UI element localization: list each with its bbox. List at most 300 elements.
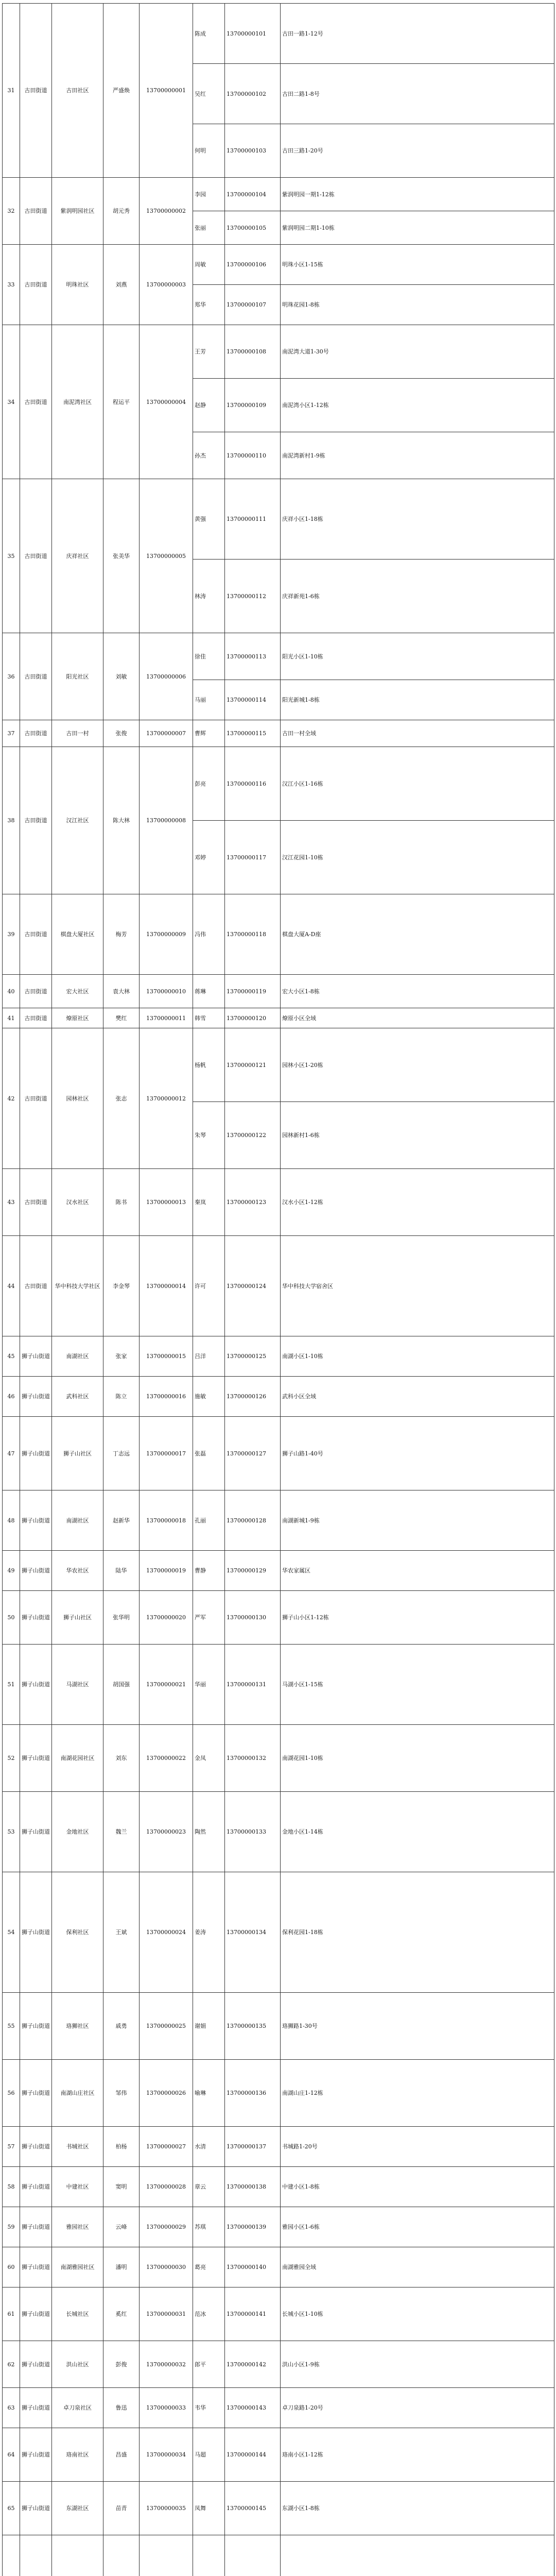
service-area-cell: 书城路1-20号	[281, 2127, 554, 2167]
grid-member-cell: 张丽	[193, 211, 225, 245]
secretary-phone-cell: 13700000006	[140, 633, 193, 720]
secretary-cell: 潘明	[103, 2247, 140, 2287]
group-number: 63	[3, 2388, 20, 2428]
secretary-phone-cell: 13700000023	[140, 1792, 193, 1872]
grid-member-cell: 范冰	[193, 2287, 225, 2341]
group-number: 56	[3, 2060, 20, 2127]
secretary-cell: 云峰	[103, 2207, 140, 2247]
secretary-cell: 张华明	[103, 1591, 140, 1645]
grid-member-cell: 许可	[193, 1236, 225, 1336]
service-area-cell: 南湖新城1-9栋	[281, 1490, 554, 1551]
street-cell: 古田街道	[20, 747, 52, 894]
grid-phone-cell: 13700000133	[225, 1792, 281, 1872]
grid-member-cell: 华丽	[193, 1645, 225, 1725]
table-row	[3, 2341, 554, 2388]
secretary-cell: 樊红	[103, 1008, 140, 1028]
community-cell: 洪山社区	[52, 2341, 103, 2388]
secretary-cell: 陈立	[103, 1377, 140, 1417]
secretary-phone-cell: 13700000002	[140, 178, 193, 245]
group-number: 47	[3, 1417, 20, 1490]
grid-phone-cell: 13700000110	[225, 432, 281, 479]
table-row	[3, 2287, 554, 2341]
secretary-phone-cell: 13700000011	[140, 1008, 193, 1028]
secretary-cell: 苗青	[103, 2482, 140, 2535]
street-cell: 古田街道	[20, 633, 52, 720]
community-cell: 南湖山庄社区	[52, 2060, 103, 2127]
secretary-phone-cell: 13700000030	[140, 2247, 193, 2287]
table-row	[3, 1591, 554, 1645]
community-cell: 宏大社区	[52, 975, 103, 1008]
community-cell: 珞南社区	[52, 2428, 103, 2482]
service-area-cell: 保利花园1-18栋	[281, 1872, 554, 1993]
secretary-cell: 魏兰	[103, 1792, 140, 1872]
grid-member-cell: 王芳	[193, 325, 225, 379]
grid-member-cell: 水清	[193, 2127, 225, 2167]
service-area-cell: 华中科技大学宿舍区	[281, 1236, 554, 1336]
grid-member-cell: 韩雪	[193, 1008, 225, 1028]
table-row	[3, 1028, 554, 1102]
table-row	[3, 2167, 554, 2207]
secretary-cell: 陆华	[103, 1551, 140, 1591]
table-row	[3, 1490, 554, 1551]
grid-member-cell: 陈成	[193, 4, 225, 64]
street-cell: 狮子山街道	[20, 1792, 52, 1872]
grid-phone-cell: 13700000103	[225, 124, 281, 178]
community-cell	[52, 2535, 103, 2576]
street-cell: 古田街道	[20, 1008, 52, 1028]
community-cell: 紫润明园社区	[52, 178, 103, 245]
grid-phone-cell: 13700000117	[225, 821, 281, 894]
grid-phone-cell: 13700000102	[225, 64, 281, 124]
secretary-phone-cell: 13700000031	[140, 2287, 193, 2341]
group-number: 33	[3, 245, 20, 325]
community-cell: 武科社区	[52, 1377, 103, 1417]
secretary-phone-cell: 13700000013	[140, 1169, 193, 1236]
grid-member-cell: 周敏	[193, 245, 225, 285]
service-area-cell: 棋盘大厦A-D座	[281, 894, 554, 975]
secretary-cell: 奚红	[103, 2287, 140, 2341]
grid-phone-cell: 13700000120	[225, 1008, 281, 1028]
table-row	[3, 633, 554, 680]
grid-phone-cell: 13700000145	[225, 2482, 281, 2535]
secretary-cell: 胡国强	[103, 1645, 140, 1725]
grid-member-cell: 曹辉	[193, 720, 225, 747]
service-area-cell: 雅园小区1-6栋	[281, 2207, 554, 2247]
group-number: 34	[3, 325, 20, 479]
street-cell: 古田街道	[20, 720, 52, 747]
table-row	[3, 245, 554, 285]
grid-member-cell: 邓婷	[193, 821, 225, 894]
community-cell: 卓刀泉社区	[52, 2388, 103, 2428]
service-area-cell: 金地小区1-14栋	[281, 1792, 554, 1872]
grid-phone-cell: 13700000140	[225, 2247, 281, 2287]
table-row	[3, 1725, 554, 1792]
group-number: 46	[3, 1377, 20, 1417]
street-cell: 狮子山街道	[20, 1872, 52, 1993]
secretary-phone-cell: 13700000029	[140, 2207, 193, 2247]
street-cell: 狮子山街道	[20, 2341, 52, 2388]
grid-phone-cell: 13700000114	[225, 680, 281, 720]
street-cell: 古田街道	[20, 4, 52, 178]
service-area-cell: 紫润明园一期1-12栋	[281, 178, 554, 211]
secretary-cell: 王斌	[103, 1872, 140, 1993]
community-cell: 雅园社区	[52, 2207, 103, 2247]
secretary-cell: 柏杨	[103, 2127, 140, 2167]
street-cell: 古田街道	[20, 894, 52, 975]
service-area-cell: 东湖小区1-8栋	[281, 2482, 554, 2535]
grid-member-cell: 苏琪	[193, 2207, 225, 2247]
table-row	[3, 2127, 554, 2167]
secretary-cell: 程运平	[103, 325, 140, 479]
community-cell: 狮子山社区	[52, 1591, 103, 1645]
group-number: 65	[3, 2482, 20, 2535]
service-area-cell: 中建小区1-8栋	[281, 2167, 554, 2207]
community-cell: 珞狮社区	[52, 1993, 103, 2060]
grid-phone-cell: 13700000135	[225, 1993, 281, 2060]
grid-phone-cell: 13700000112	[225, 560, 281, 633]
group-number: 58	[3, 2167, 20, 2207]
community-cell: 长城社区	[52, 2287, 103, 2341]
service-area-cell: 古田一村全域	[281, 720, 554, 747]
secretary-phone-cell: 13700000012	[140, 1028, 193, 1169]
group-number: 38	[3, 747, 20, 894]
secretary-phone-cell: 13700000035	[140, 2482, 193, 2535]
service-area-cell: 华农家属区	[281, 1551, 554, 1591]
service-area-cell: 南湖小区1-10栋	[281, 1336, 554, 1377]
grid-member-cell: 金凤	[193, 1725, 225, 1792]
street-cell: 狮子山街道	[20, 1993, 52, 2060]
table-row	[3, 325, 554, 379]
secretary-phone-cell: 13700000033	[140, 2388, 193, 2428]
community-cell: 园林社区	[52, 1028, 103, 1169]
community-cell: 燎原社区	[52, 1008, 103, 1028]
grid-phone-cell: 13700000111	[225, 479, 281, 560]
grid-member-cell: 何明	[193, 124, 225, 178]
grid-member-cell: 杨帆	[193, 1028, 225, 1102]
street-cell: 狮子山街道	[20, 2287, 52, 2341]
service-area-cell: 园林新村1-6栋	[281, 1102, 554, 1169]
group-number: 44	[3, 1236, 20, 1336]
grid-phone-cell: 13700000105	[225, 211, 281, 245]
service-area-cell: 狮子山路1-40号	[281, 1417, 554, 1490]
grid-member-cell: 马超	[193, 2428, 225, 2482]
secretary-phone-cell: 13700000015	[140, 1336, 193, 1377]
secretary-cell: 鲁迅	[103, 2388, 140, 2428]
secretary-cell: 胡元秀	[103, 178, 140, 245]
grid-phone-cell: 13700000131	[225, 1645, 281, 1725]
grid-phone-cell: 13700000118	[225, 894, 281, 975]
grid-phone-cell: 13700000128	[225, 1490, 281, 1551]
street-cell: 古田街道	[20, 325, 52, 479]
community-cell: 南湖社区	[52, 1490, 103, 1551]
group-number: 62	[3, 2341, 20, 2388]
street-cell: 狮子山街道	[20, 1591, 52, 1645]
secretary-cell: 邹伟	[103, 2060, 140, 2127]
grid-phone-cell: 13700000136	[225, 2060, 281, 2127]
secretary-cell: 袁大林	[103, 975, 140, 1008]
table-row	[3, 2428, 554, 2482]
street-cell: 狮子山街道	[20, 1725, 52, 1792]
grid-member-cell: 严军	[193, 1591, 225, 1645]
grid-member-cell: 章云	[193, 2167, 225, 2207]
group-number: 41	[3, 1008, 20, 1028]
service-area-cell: 古田一路1-12号	[281, 4, 554, 64]
grid-member-cell: 曹静	[193, 1551, 225, 1591]
street-cell: 狮子山街道	[20, 2482, 52, 2535]
group-number: 55	[3, 1993, 20, 2060]
secretary-cell: 张志	[103, 1028, 140, 1169]
secretary-phone-cell: 13700000016	[140, 1377, 193, 1417]
grid-member-cell: 吴红	[193, 64, 225, 124]
secretary-phone-cell: 13700000026	[140, 2060, 193, 2127]
secretary-cell: 刘燕	[103, 245, 140, 325]
secretary-phone-cell: 13700000009	[140, 894, 193, 975]
group-number: 36	[3, 633, 20, 720]
table-row	[3, 178, 554, 211]
group-number: 37	[3, 720, 20, 747]
grid-member-cell: 林涛	[193, 560, 225, 633]
street-cell: 狮子山街道	[20, 2207, 52, 2247]
secretary-cell: 严盛焕	[103, 4, 140, 178]
table-row	[3, 1551, 554, 1591]
service-area-cell: 阳光新城1-8栋	[281, 680, 554, 720]
group-number: 49	[3, 1551, 20, 1591]
grid-phone-cell: 13700000137	[225, 2127, 281, 2167]
table-row	[3, 1645, 554, 1725]
group-number: 32	[3, 178, 20, 245]
community-cell: 书城社区	[52, 2127, 103, 2167]
table-row	[3, 1008, 554, 1028]
community-cell: 狮子山社区	[52, 1417, 103, 1490]
group-number: 39	[3, 894, 20, 975]
service-area-cell: 阳光小区1-10栋	[281, 633, 554, 680]
community-cell: 汉水社区	[52, 1169, 103, 1236]
community-cell: 东湖社区	[52, 2482, 103, 2535]
service-area-cell: 武科小区全域	[281, 1377, 554, 1417]
community-cell: 华中科技大学社区	[52, 1236, 103, 1336]
grid-member-cell: 谢娟	[193, 1993, 225, 2060]
group-number: 35	[3, 479, 20, 633]
group-number	[3, 2535, 20, 2576]
table-row	[3, 1377, 554, 1417]
community-cell: 阳光社区	[52, 633, 103, 720]
street-cell: 狮子山街道	[20, 1551, 52, 1591]
service-area-cell: 明珠小区1-15栋	[281, 245, 554, 285]
street-cell: 古田街道	[20, 1236, 52, 1336]
secretary-phone-cell: 13700000027	[140, 2127, 193, 2167]
grid-member-cell: 施敏	[193, 1377, 225, 1417]
street-cell: 狮子山街道	[20, 1336, 52, 1377]
street-cell: 狮子山街道	[20, 2060, 52, 2127]
table-row	[3, 2482, 554, 2535]
table-row	[3, 1993, 554, 2060]
group-number: 40	[3, 975, 20, 1008]
table-row	[3, 479, 554, 560]
secretary-phone-cell: 13700000022	[140, 1725, 193, 1792]
secretary-phone-cell: 13700000001	[140, 4, 193, 178]
group-number: 43	[3, 1169, 20, 1236]
grid-member-cell: 郎平	[193, 2341, 225, 2388]
street-cell: 古田街道	[20, 1169, 52, 1236]
service-area-cell: 珞南小区1-12栋	[281, 2428, 554, 2482]
group-number: 31	[3, 4, 20, 178]
grid-member-cell: 朱琴	[193, 1102, 225, 1169]
table-row	[3, 1417, 554, 1490]
service-area-cell: 宏大小区1-8栋	[281, 975, 554, 1008]
secretary-phone-cell	[140, 2535, 193, 2576]
secretary-phone-cell: 13700000028	[140, 2167, 193, 2207]
group-number: 50	[3, 1591, 20, 1645]
grid-member-cell: 秦岚	[193, 1169, 225, 1236]
roster-table	[2, 3, 554, 2576]
community-cell: 南泥湾社区	[52, 325, 103, 479]
secretary-phone-cell: 13700000004	[140, 325, 193, 479]
grid-phone-cell: 13700000108	[225, 325, 281, 379]
street-cell: 狮子山街道	[20, 1377, 52, 1417]
group-number: 61	[3, 2287, 20, 2341]
group-number: 60	[3, 2247, 20, 2287]
street-cell: 古田街道	[20, 178, 52, 245]
community-cell: 华农社区	[52, 1551, 103, 1591]
grid-member-cell: 徐佳	[193, 633, 225, 680]
service-area-cell	[281, 2535, 554, 2576]
secretary-cell: 戚勇	[103, 1993, 140, 2060]
service-area-cell: 明珠花园1-8栋	[281, 285, 554, 325]
grid-member-cell: 喻琳	[193, 2060, 225, 2127]
grid-phone-cell: 13700000143	[225, 2388, 281, 2428]
secretary-phone-cell: 13700000014	[140, 1236, 193, 1336]
grid-member-cell: 蒋琳	[193, 975, 225, 1008]
grid-member-cell: 孙杰	[193, 432, 225, 479]
secretary-cell: 李金琴	[103, 1236, 140, 1336]
service-area-cell: 南泥湾小区1-12栋	[281, 379, 554, 432]
service-area-cell: 汉江小区1-16栋	[281, 747, 554, 821]
table-row	[3, 2247, 554, 2287]
service-area-cell: 汉江花园1-10栋	[281, 821, 554, 894]
roster-body	[3, 4, 554, 2576]
secretary-phone-cell: 13700000010	[140, 975, 193, 1008]
table-row	[3, 1872, 554, 1993]
group-number: 48	[3, 1490, 20, 1551]
grid-member-cell	[193, 2535, 225, 2576]
secretary-cell: 刘东	[103, 1725, 140, 1792]
secretary-phone-cell: 13700000025	[140, 1993, 193, 2060]
service-area-cell: 长城小区1-10栋	[281, 2287, 554, 2341]
grid-member-cell: 张磊	[193, 1417, 225, 1490]
grid-phone-cell: 13700000122	[225, 1102, 281, 1169]
community-cell: 马湖社区	[52, 1645, 103, 1725]
secretary-cell: 陈书	[103, 1169, 140, 1236]
grid-phone-cell: 13700000139	[225, 2207, 281, 2247]
street-cell: 古田街道	[20, 245, 52, 325]
secretary-cell: 张家	[103, 1336, 140, 1377]
grid-phone-cell: 13700000138	[225, 2167, 281, 2207]
secretary-phone-cell: 13700000024	[140, 1872, 193, 1993]
service-area-cell: 古田二路1-8号	[281, 64, 554, 124]
secretary-cell: 陈大林	[103, 747, 140, 894]
grid-phone-cell: 13700000141	[225, 2287, 281, 2341]
street-cell: 狮子山街道	[20, 2167, 52, 2207]
street-cell: 狮子山街道	[20, 2127, 52, 2167]
service-area-cell: 洪山小区1-9栋	[281, 2341, 554, 2388]
table-row	[3, 2207, 554, 2247]
table-row	[3, 2060, 554, 2127]
community-cell: 明珠社区	[52, 245, 103, 325]
service-area-cell: 燎原小区全域	[281, 1008, 554, 1028]
grid-phone-cell: 13700000130	[225, 1591, 281, 1645]
street-cell: 狮子山街道	[20, 2388, 52, 2428]
grid-member-cell: 陶然	[193, 1792, 225, 1872]
grid-phone-cell: 13700000125	[225, 1336, 281, 1377]
secretary-cell: 窦明	[103, 2167, 140, 2207]
grid-member-cell: 黄强	[193, 479, 225, 560]
grid-phone-cell: 13700000119	[225, 975, 281, 1008]
grid-member-cell: 冯伟	[193, 894, 225, 975]
service-area-cell: 南泥湾大道1-30号	[281, 325, 554, 379]
street-cell: 狮子山街道	[20, 1417, 52, 1490]
secretary-phone-cell: 13700000005	[140, 479, 193, 633]
street-cell: 狮子山街道	[20, 1645, 52, 1725]
table-row	[3, 2388, 554, 2428]
secretary-cell	[103, 2535, 140, 2576]
table-row	[3, 1792, 554, 1872]
street-cell: 古田街道	[20, 1028, 52, 1169]
secretary-cell: 刘敏	[103, 633, 140, 720]
group-number: 51	[3, 1645, 20, 1725]
secretary-cell: 昌盛	[103, 2428, 140, 2482]
grid-phone-cell: 13700000127	[225, 1417, 281, 1490]
grid-phone-cell: 13700000101	[225, 4, 281, 64]
service-area-cell: 狮子山小区1-12栋	[281, 1591, 554, 1645]
secretary-phone-cell: 13700000008	[140, 747, 193, 894]
group-number: 45	[3, 1336, 20, 1377]
secretary-phone-cell: 13700000021	[140, 1645, 193, 1725]
community-cell: 古田一村	[52, 720, 103, 747]
grid-phone-cell: 13700000124	[225, 1236, 281, 1336]
service-area-cell: 南湖雅园全域	[281, 2247, 554, 2287]
grid-phone-cell	[225, 2535, 281, 2576]
grid-member-cell: 凤舞	[193, 2482, 225, 2535]
secretary-cell: 张俊	[103, 720, 140, 747]
service-area-cell: 庆祥新苑1-6栋	[281, 560, 554, 633]
service-area-cell: 南湖山庄1-12栋	[281, 2060, 554, 2127]
grid-phone-cell: 13700000106	[225, 245, 281, 285]
grid-phone-cell: 13700000129	[225, 1551, 281, 1591]
secretary-phone-cell: 13700000018	[140, 1490, 193, 1551]
service-area-cell: 园林小区1-20栋	[281, 1028, 554, 1102]
grid-member-cell: 韦华	[193, 2388, 225, 2428]
table-row	[3, 747, 554, 821]
table-row	[3, 894, 554, 975]
grid-phone-cell: 13700000142	[225, 2341, 281, 2388]
service-area-cell: 珞狮路1-30号	[281, 1993, 554, 2060]
service-area-cell: 紫润明园二期1-10栋	[281, 211, 554, 245]
table-row	[3, 2535, 554, 2576]
street-cell: 狮子山街道	[20, 2247, 52, 2287]
grid-member-cell: 李园	[193, 178, 225, 211]
secretary-cell: 赵新华	[103, 1490, 140, 1551]
grid-phone-cell: 13700000107	[225, 285, 281, 325]
community-cell: 棋盘大厦社区	[52, 894, 103, 975]
community-cell: 南湖雅园社区	[52, 2247, 103, 2287]
secretary-phone-cell: 13700000019	[140, 1551, 193, 1591]
street-cell	[20, 2535, 52, 2576]
grid-phone-cell: 13700000134	[225, 1872, 281, 1993]
table-row	[3, 1169, 554, 1236]
community-cell: 南湖花园社区	[52, 1725, 103, 1792]
grid-phone-cell: 13700000121	[225, 1028, 281, 1102]
secretary-phone-cell: 13700000003	[140, 245, 193, 325]
